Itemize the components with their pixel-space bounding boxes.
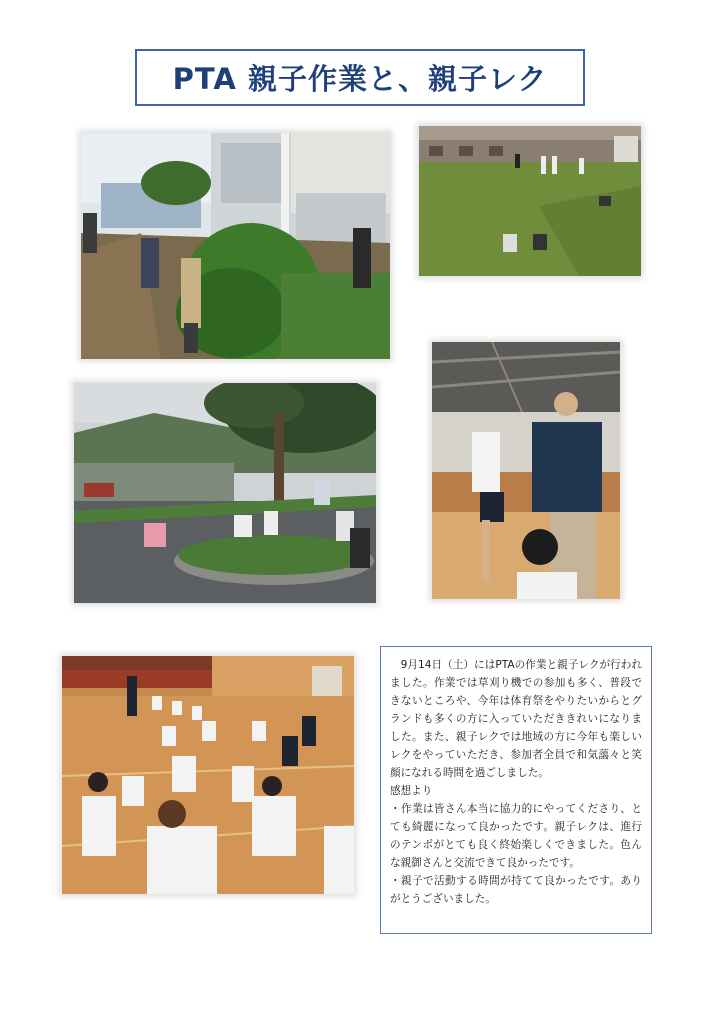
impression-item: ・作業は皆さん本当に協力的にやってくださり、とても綺麗になって良かったです。親子レクは、進行のテンポがとても良く終始楽しくできました。色んな親御さんと交流できて良かったです。 xyxy=(390,803,642,869)
photo-weeding-school xyxy=(81,133,390,359)
report-paragraph: 9月14日（土）にはPTAの作業と親子レクが行われました。作業では草刈り機での参加も多く、普段できないところや、今年は体育祭をやりたいからとグランドも多くの方に入っていただききれいになりました。また、親子レクでは地域の方に今年も楽しいレクをやっていただき、参加者全員で和気藹々と笑顔になれる時間を過ごしました。 xyxy=(390,659,642,779)
report-text-box xyxy=(380,646,652,934)
impression-item: ・親子で活動する時間が持てて良かったです。ありがとうございました。 xyxy=(390,875,642,905)
page-title: PTA 親子作業と、親子レク xyxy=(172,62,548,96)
photo-field-work xyxy=(419,126,641,276)
photo-gym-instructor xyxy=(432,342,620,599)
photo-roundabout-planting xyxy=(74,383,376,603)
page-title-box xyxy=(135,49,585,106)
impressions-heading: 感想より xyxy=(390,785,433,797)
photo-gym-students xyxy=(62,656,354,894)
